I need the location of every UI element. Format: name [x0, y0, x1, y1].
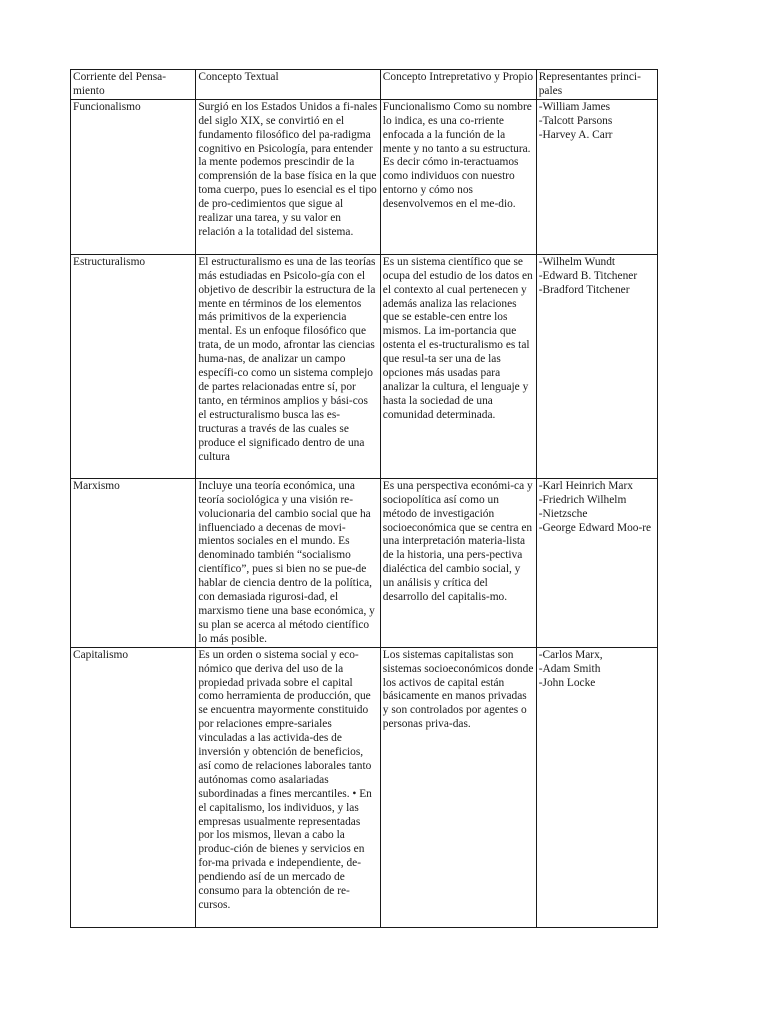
representative: -Karl Heinrich Marx — [538, 479, 633, 492]
representative: -Friedrich Wilhelm — [538, 493, 627, 506]
representative: -Harvey A. Carr — [538, 128, 613, 141]
cell-concepto-interpretativo: Funcionalismo Como su nombre lo indica, es una co-rriente enfocada a la función de la mente y no tanto a su estructura. Es decir cómo in-teractuamos como individuos con nuestro entorno y cómo nos desenvolvemos en el me-dio. — [380, 99, 536, 254]
representative: -George Edward Moo-re — [538, 521, 652, 534]
representative: -Wilhelm Wundt — [538, 255, 616, 268]
representative: -Carlos Marx, — [538, 648, 603, 661]
table-header-row — [71, 70, 658, 100]
cell-representantes — [536, 254, 657, 478]
header-cell-concepto-textual: Concepto Textual — [196, 70, 380, 100]
representatives-list — [539, 101, 655, 143]
header-cell-corriente: Corriente del Pensa-miento — [71, 70, 196, 100]
representative: -John Locke — [538, 676, 596, 689]
representative: -William James — [538, 100, 611, 113]
cell-concepto-textual: Es un orden o sistema social y eco-nómico que deriva del uso de la propiedad privada sobre el capital como herramienta de producción, que se encuentra mayormente constituido por relaciones empre-sariales vinculadas a las activida-des de inversión y obtención de beneficios, así como de relaciones laborales tanto autónomas como asalariadas subordinadas a fines mercantiles. • En el capitalismo, los individuos, y las empresas usualmente representadas por los mismos, llevan a cabo la produc-ción de bienes y servicios en for-ma privada e independiente, de-pendiendo así de un mercado de consumo para la obtención de re-cursos. — [196, 647, 380, 927]
representative: -Edward B. Titchener — [538, 269, 638, 282]
table-row — [71, 99, 658, 254]
cell-corriente: Funcionalismo — [71, 99, 196, 254]
cell-concepto-textual: El estructuralismo es una de las teorías más estudiadas en Psicolo-gía con el objetivo de describir la estructura de la mente en términos de los elementos más primitivos de la experiencia mental. Es un enfoque filosófico que trata, de un modo, afrontar las ciencias huma-nas, de analizar un campo específi-co como un sistema complejo de partes relacionadas entre sí, por tanto, en términos amplios y bási-cos el estructuralismo busca las es-tructuras a través de las cuales se produce el significado dentro de una cultura — [196, 254, 380, 478]
cell-representantes — [536, 478, 657, 647]
representative: -Bradford Titchener — [538, 283, 630, 296]
representative: -Adam Smith — [538, 662, 601, 675]
representative: -Nietzsche — [538, 507, 588, 520]
cell-corriente: Capitalismo — [71, 647, 196, 927]
cell-concepto-textual: Incluye una teoría económica, una teoría sociológica y una visión re-volucionaria del cambio social que ha influenciado a decenas de movi-mientos sociales en el mundo. Es denominado también “socialismo científico”, pues si bien no se pue-de hablar de ciencia dentro de la política, con demasiada rigurosi-dad, el marxismo tiene una base económica, y su plan se acerca al método científico lo más posible. — [196, 478, 380, 647]
cell-corriente: Estructuralismo — [71, 254, 196, 478]
table-row — [71, 478, 658, 647]
table-row — [71, 647, 658, 927]
cell-representantes — [536, 647, 657, 927]
cell-concepto-interpretativo: Es un sistema científico que se ocupa del estudio de los datos en el contexto al cual pertenecen y además analiza las relaciones que se estable-cen entre los mismos. La im-portancia que ostenta el es-tructuralismo es tal que resul-ta ser una de las opciones más usadas para analizar la cultura, el lenguaje y hasta la sociedad de una comunidad determinada. — [380, 254, 536, 478]
cell-corriente: Marxismo — [71, 478, 196, 647]
cell-concepto-textual: Surgió en los Estados Unidos a fi-nales del siglo XIX, se convirtió en el fundamento filosófico del pa-radigma cognitivo en Psicología, para entender la mente podemos prescindir de la comprensión de la base física en la que toma cuerpo, pues lo esencial es el tipo de pro-cedimientos que sigue al realizar una tarea, y su valor en relación a la totalidad del sistema. — [196, 99, 380, 254]
cell-representantes — [536, 99, 657, 254]
representatives-list — [539, 649, 655, 691]
representatives-list — [539, 256, 655, 298]
header-cell-representantes: Representantes princi-pales — [536, 70, 657, 100]
header-cell-concepto-interpretativo: Concepto Intrepretativo y Propio — [380, 70, 536, 100]
cell-concepto-interpretativo: Es una perspectiva económi-ca y sociopolítica así como un método de investigación socioeconómica que se centra en una interpretación materia-lista de la historia, una pers-pectiva dialéctica del cambio social, y un análisis y crítica del desarrollo del capitalis-mo. — [380, 478, 536, 647]
cell-concepto-interpretativo: Los sistemas capitalistas son sistemas socioeconómicos donde los activos de capital están básicamente en manos privadas y son controlados por agentes o personas priva-das. — [380, 647, 536, 927]
table-row — [71, 254, 658, 478]
thought-currents-table — [70, 69, 658, 928]
representative: -Talcott Parsons — [538, 114, 613, 127]
representatives-list — [539, 480, 655, 536]
